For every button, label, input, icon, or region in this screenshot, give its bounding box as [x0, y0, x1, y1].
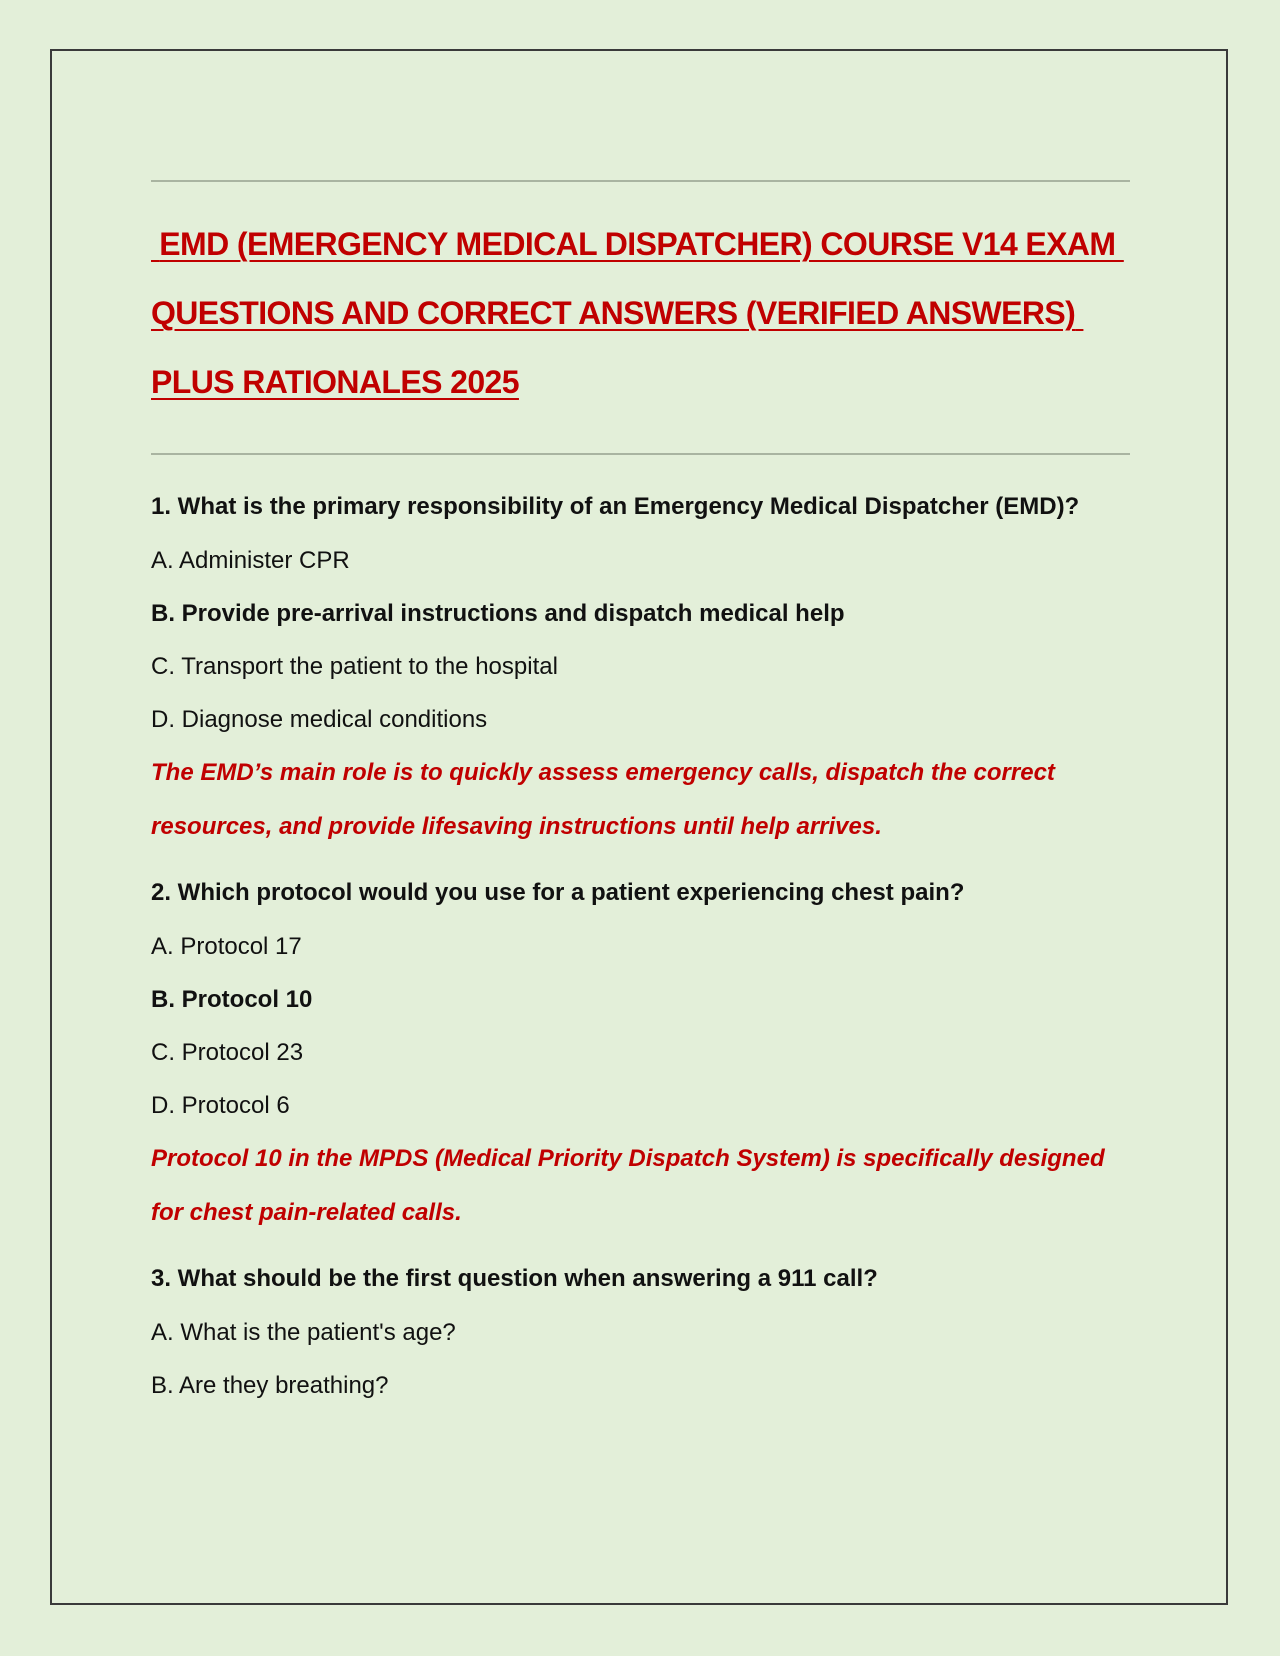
document-title: EMD (EMERGENCY MEDICAL DISPATCHER) COURSE V14 EXAM QUESTIONS AND CORRECT ANSWERS (VERIFIED ANSWERS) PLUS RATIONALES 2025	[151, 226, 1124, 400]
block-spacer	[151, 1240, 1130, 1252]
answer-option-b-correct: B. Provide pre-arrival instructions and dispatch medical help	[151, 600, 845, 627]
answer-option-a: A. What is the patient's age?	[151, 1319, 456, 1346]
answer-option-c: C. Transport the patient to the hospital	[151, 653, 558, 680]
answer-option-d: D. Diagnose medical conditions	[151, 706, 488, 733]
question-block-3	[151, 1252, 1130, 1412]
document-content	[151, 180, 1130, 1412]
answer-option-b-correct: B. Protocol 10	[151, 986, 313, 1013]
rationale-text: The EMD’s main role is to quickly assess emergency calls, dispatch the correct resources, and provide lifesaving instructions until help arrives.	[151, 759, 1055, 840]
answer-option-a: A. Administer CPR	[151, 547, 350, 574]
title-bottom-rule	[151, 453, 1130, 455]
answer-option-a: A. Protocol 17	[151, 933, 302, 960]
question-text: 3. What should be the first question when answering a 911 call?	[151, 1265, 878, 1292]
rationale-text: Protocol 10 in the MPDS (Medical Priority Dispatch System) is specifically designed for chest pain-related calls.	[151, 1145, 1105, 1226]
question-list	[151, 480, 1130, 1412]
question-block-2	[151, 866, 1130, 1240]
title-top-rule	[151, 180, 1130, 182]
question-text: 1. What is the primary responsibility of an Emergency Medical Dispatcher (EMD)?	[151, 493, 1080, 520]
question-block-1	[151, 480, 1130, 854]
question-text: 2. Which protocol would you use for a patient experiencing chest pain?	[151, 879, 965, 906]
answer-option-b: B. Are they breathing?	[151, 1372, 389, 1399]
answer-option-d: D. Protocol 6	[151, 1092, 290, 1119]
answer-option-c: C. Protocol 23	[151, 1039, 304, 1066]
block-spacer	[151, 854, 1130, 866]
